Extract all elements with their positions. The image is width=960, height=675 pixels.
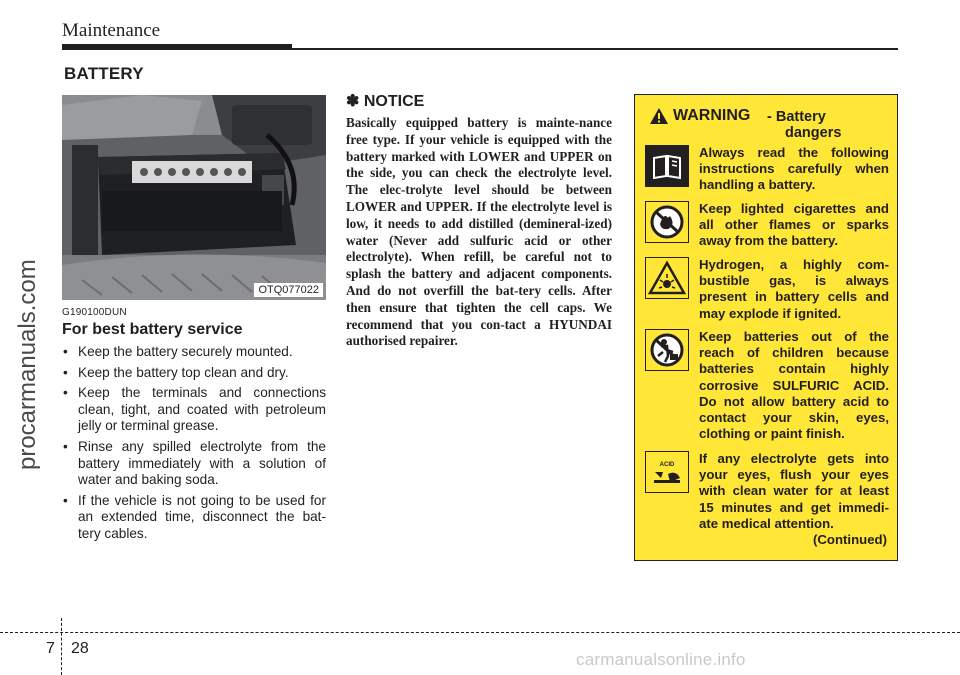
warning-subtitle-line2: dangers — [785, 125, 842, 141]
acid-corrosive-icon — [645, 451, 689, 493]
read-manual-icon — [645, 145, 689, 187]
section-title: BATTERY — [64, 64, 144, 83]
explosion-hazard-icon — [645, 257, 689, 299]
warning-triangle-icon — [649, 107, 669, 125]
list-item: • Keep the battery securely mounted. — [63, 344, 293, 359]
list-item: • Keep the terminals and connections clean, tight, and coated with petroleum jelly or terminal grease. — [63, 385, 326, 434]
list-item: • Rinse any spilled electrolyte from the battery immediately with a solution of water and baking soda. — [63, 438, 326, 488]
keep-from-children-icon — [645, 329, 689, 371]
notice-heading: ✽ NOTICE — [346, 93, 425, 110]
service-heading: For best battery service — [62, 321, 243, 338]
warning-item-text: Hydrogen, a highly com-bustible gas, is always present in battery cells and may explode if ignited. — [699, 257, 889, 321]
no-smoking-flame-icon — [645, 201, 689, 243]
service-list — [62, 344, 326, 547]
bullet-glyph: • — [63, 344, 68, 359]
page-number: 28 — [71, 640, 89, 657]
warning-item-text: If any electrolyte gets into your eyes, flush your eyes with clean water for at least 15 minutes and get immedi-ate medical attention. — [699, 451, 889, 531]
warning-header — [649, 107, 889, 143]
header-rule — [292, 48, 898, 50]
footer-divider — [61, 618, 62, 675]
warning-item-text: Keep batteries out of the reach of children because batteries contain highly corrosive SULFURIC ACID. Do not allow battery acid to contact your skin, eyes, clothing or paint finish. — [699, 329, 889, 442]
bullet-glyph: • — [63, 364, 68, 380]
bullet-glyph: • — [63, 492, 68, 508]
acid-label: ACID — [659, 462, 675, 468]
bullet-glyph: • — [63, 438, 68, 454]
reference-code: G190100DUN — [62, 307, 127, 318]
list-item: • Keep the battery top clean and dry. — [63, 364, 289, 380]
header-bar — [62, 44, 292, 50]
warning-item-text: Always read the following instructions carefully when handling a battery. — [699, 145, 889, 193]
chapter-number: 7 — [46, 640, 55, 657]
warning-item-text: Keep lighted cigarettes and all other flames or sparks away from the battery. — [699, 201, 889, 249]
footer-rule — [0, 632, 960, 633]
battery-photo — [62, 95, 326, 300]
photo-reference-label: OTQ077022 — [254, 283, 323, 297]
list-item: • If the vehicle is not going to be used for an extended time, disconnect the bat-tery cables. — [63, 492, 326, 541]
battery-illustration — [62, 95, 326, 300]
warning-subtitle: - Battery — [767, 109, 826, 125]
notice-body: Basically equipped battery is mainte-nance free type. If your vehicle is equipped with the battery marked with LOWER and UPPER on the side, you can check the electrolyte level. The elec-trolyte level should be between LOWER and UPPER. If the electrolyte level is low, it needs to add distilled (demineral-ized) water (Never add sulfuric acid or other electrolyte). When refill, be careful not to splash the battery and adjacent components. And do not overfill the bat-tery cells. After then ensure that tighten the cell caps. We recommend that you con-tact a HYUNDAI authorised repairer. — [346, 115, 612, 349]
warning-box — [634, 94, 898, 561]
continued-label: (Continued) — [813, 532, 887, 547]
bullet-glyph: • — [63, 385, 68, 401]
watermark-left: procarmanuals.com — [14, 259, 41, 470]
watermark-bottom: carmanualsonline.info — [576, 650, 746, 669]
warning-word: WARNING — [673, 107, 751, 124]
running-header: Maintenance — [62, 20, 161, 41]
